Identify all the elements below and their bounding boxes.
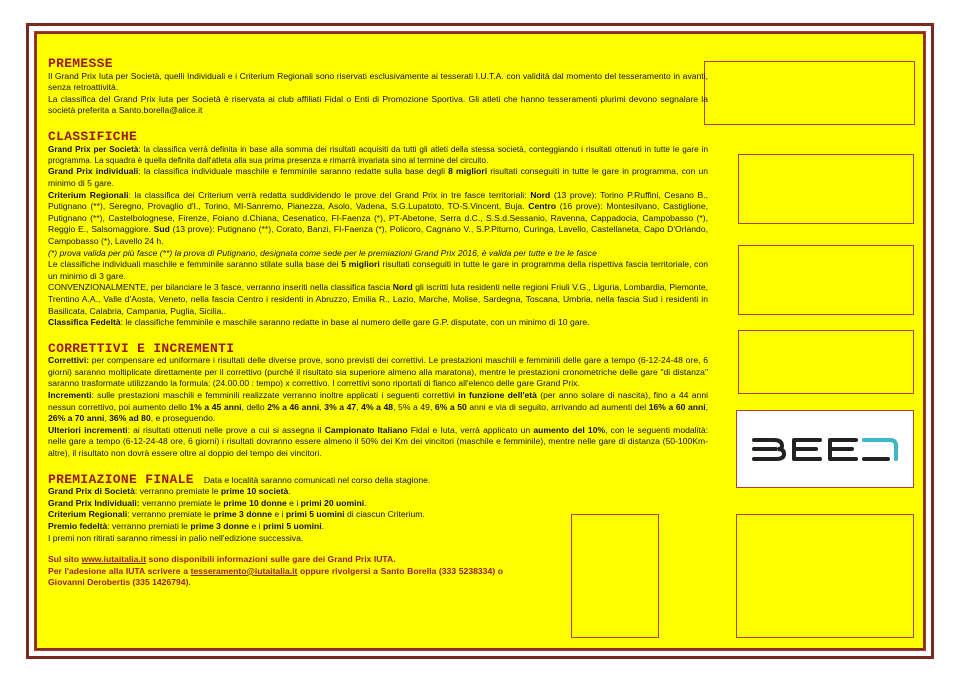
placeholder-box-2	[738, 154, 914, 224]
inc-text4: anni e via di seguito, arrivando ad aumenti del	[466, 401, 649, 412]
gp-ind-text2: risultati conseguiti in tutte le gare in programma, con un minimo di 5 gare.	[48, 166, 709, 188]
bee1-logo-icon	[750, 434, 900, 464]
placeholder-box-4	[738, 330, 914, 394]
convenzionalmente-paragraph	[48, 282, 708, 317]
fedelta-paragraph	[48, 317, 708, 329]
nord-text: (13 prove): Torino P.Ruffini, Cesano B., Putignano (**), Seregno, Provaglio d'I., Torino, MI-Sanremo, Pianezza, Asolo, Vadena, S.G.Lupatoto, TO-S.Vincent, Buja.	[48, 189, 708, 212]
prem-l1-text: : verranno premiate le	[134, 486, 221, 497]
crit-text2b: risultati conseguiti in tutte le gare in programma della rispettiva fascia territoriale, con un minimo di 3 gare.	[48, 259, 709, 281]
gp-societa-text: : la classifica verrà definita in base alla somma dei risultati acquisiti da tutti gli atleti della stessa società, conteggiando i risultati ottenuti in tutte le gare in programma. La squadra è quella definita dall'atleta alla sua prima presenza e rimarrà invariata sino al termine del circuito.	[48, 144, 709, 165]
fedelta-label: Classifica Fedeltà	[48, 317, 121, 328]
corr-label: Correttivi:	[48, 355, 90, 366]
footer-f1b: sono disponibili informazioni sulle gare dei Grand Prix IUTA.	[146, 554, 396, 565]
correttivi-paragraph	[48, 355, 708, 390]
ulteriori-paragraph	[48, 425, 708, 460]
footer-line-2	[48, 566, 503, 589]
prem-l2-bold1: prime 10 donne	[223, 497, 287, 508]
gp-ind-bold: 8 migliori	[448, 166, 488, 177]
correttivi-section	[48, 340, 709, 460]
prem-l2-text: verranno premiate le	[139, 497, 224, 508]
centro-label: Centro	[528, 201, 556, 212]
ult-text1: : ai risultati ottenuti nelle prove a cui si assegna il	[127, 424, 325, 435]
inc-v7: 16% a 60 anni	[648, 401, 706, 412]
ult-bold2: aumento del 10%	[533, 424, 606, 435]
nord-label: Nord	[530, 189, 551, 200]
main-text	[48, 58, 708, 589]
inc-bold1: in funzione dell'età	[458, 390, 537, 401]
inc-v9: 36% ad 80	[109, 413, 151, 424]
premiazione-header	[48, 471, 503, 487]
criterium-paragraph	[48, 190, 708, 248]
prem-l3-end: di ciascun Criterium.	[344, 509, 425, 520]
incrementi-paragraph: Incrementi: sulle prestazioni maschili e femminili realizzate verranno inoltre applicati i seguenti correttivi in funzione dell'età (per anno solare di nascita), fino a 44 anni nessun correttivo, poi aumento dello 1% a 45 anni, dello 2% a 46 anni, 3% a 47, 4% a 48, 5% a 49, 6% a 50 anni e via di seguito, arrivando ad aumenti del 16% a 60 anni, 26% a 70 anni, 36% ad 80, e proseguendo.	[48, 390, 709, 424]
prem-line-1: Grand Prix di Società: verranno premiate le prime 10 società.	[48, 486, 291, 497]
centro-text: (16 prove): Montesilvano, Castiglione, Putignano (**), Castelbolognese, Firenze, Foiano d.Chiana, Cesenatico, FI-Faenza (*), PT-Abetone, Serra d.C., S.S.d.Sessanio, Ravenna, Cappadocia, Campobasso (*), Reggio E., Salsomaggiore.	[48, 201, 708, 235]
ult-text2: Fidal e Iuta, verrà applicato un	[407, 424, 534, 435]
prem-l4-mid: e i	[249, 521, 263, 531]
footer-f2b: oppure rivolgersi a Santo Borella (333 5238334) o Giovanni Derobertis (335 1426794).	[48, 565, 503, 588]
prem-l3-bold2: primi 5 uomini	[285, 509, 345, 520]
prem-l4-bold1: prime 3 donne	[190, 521, 250, 531]
prem-l4-bold2: primi 5 uomini	[262, 521, 322, 531]
prem-l2-label: Grand Prix Individuali:	[48, 497, 140, 508]
sud-label: Sud	[153, 224, 170, 235]
ult-text3: , con le seguenti modalità: nelle gare a tempo (6-12-24-48 ore, 6 giorni) i risultati dovranno essere almeno il 50% dei Km dei vincitori (maschile e femminile), mentre nelle gare di distanza (50-100Km-altre), il risultato non dovrà essere oltre al doppio del tempo dei vincitori.	[48, 424, 709, 459]
gp-individuali-paragraph	[48, 166, 708, 189]
footer-info	[48, 554, 503, 589]
prem-l4-text: : verranno premiati le	[107, 521, 191, 531]
prem-l1-bold: prime 10 società	[220, 486, 289, 497]
gp-societa-label: Grand Prix per Società	[48, 144, 139, 154]
prem-l1-label: Grand Prix di Società	[48, 486, 135, 497]
placeholder-box-3	[738, 245, 914, 315]
crit-bold: 5 migliori	[341, 259, 380, 270]
gp-ind-label: Grand Prix individuali	[48, 166, 139, 177]
conv-nord: Nord	[392, 282, 413, 293]
ult-label: Ulteriori incrementi	[48, 424, 128, 435]
sponsor-logo-box	[736, 410, 914, 488]
premesse-heading: PREMESSE	[48, 56, 113, 71]
crit-label: Criterium Regionali	[48, 189, 129, 200]
criterium-paragraph-2	[48, 259, 708, 282]
gp-societa-paragraph	[48, 144, 708, 167]
inc-v1: 1% a 45 anni	[189, 401, 242, 412]
inc-v2: 2% a 46 anni	[267, 401, 320, 412]
prem-line-4: Premio fedeltà: verranno premiati le prime 3 donne e i primi 5 uomini.	[48, 521, 325, 531]
prem-line-5: I premi non ritirati saranno rimessi in palio nell'edizione successiva.	[48, 532, 304, 543]
inc-text2: (per anno solare di nascita), fino a 44 anni nessun correttivo, poi aumento dello	[48, 390, 709, 412]
prem-l3-label: Criterium Regionali	[48, 509, 128, 520]
prem-l3-text: : verranno premiate le	[127, 509, 214, 520]
inc-text5: , e proseguendo.	[150, 413, 216, 424]
prem-l4-label: Premio fedeltà	[48, 521, 108, 531]
crit-text2a: Le classifiche individuali maschile e femminile saranno stilate sulla base dei	[48, 259, 342, 270]
placeholder-box-6	[736, 514, 914, 638]
inc-v3: 3% a 47	[324, 401, 357, 412]
premiazione-heading: PREMIAZIONE FINALE	[48, 471, 194, 487]
inc-v6: 6% a 50	[434, 401, 467, 412]
placeholder-box-1	[704, 61, 915, 125]
prem-l3-bold1: prime 3 donne	[213, 509, 272, 520]
inc-v4: 4% a 48	[361, 401, 394, 412]
crit-text: : la classifica dei Criterium verrà redatta suddividendo le prove del Grand Prix in tre fasce territoriali:	[128, 189, 531, 200]
inc-v8: 26% a 70 anni	[48, 413, 105, 424]
inc-text3: , dello	[241, 401, 268, 412]
prem-line-3	[48, 509, 503, 521]
inc-text1: : sulle prestazioni maschili e femminili realizzate verranno inoltre applicati i seguenti correttivi	[91, 390, 459, 401]
conv-text1: CONVENZIONALMENTE, per bilanciare le 3 fasce, verranno inseriti nella classifica fascia	[48, 282, 393, 293]
premesse-p2: La classifica del Grand Prix Iuta per Società è riservata ai club affiliati Fidal o Enti di Promozione Sportiva. Gli atleti che hanno tesseramenti plurimi devono segnalare la società preferita a Santo.borella@alice.it	[48, 93, 708, 116]
sud-text: (13 prove): Putignano (**), Corato, Banzi, FI-Faenza (*), Policoro, Cagnano V., S.P.Piturno, Curinga, Lavello, Castellaneta, Capo D'Orlando, Campobasso (*), Lavello 24 h.	[48, 224, 708, 246]
inc-label: Incrementi	[48, 390, 92, 401]
footer-f1a: Sul sito	[48, 554, 82, 565]
correttivi-heading: CORRETTIVI E INCREMENTI	[48, 340, 235, 356]
premiazione-note: Data e località saranno comunicati nel corso della stagione.	[203, 474, 431, 485]
classifiche-heading: CLASSIFICHE	[48, 128, 138, 144]
prem-l2-bold2: primi 20 uomini	[300, 497, 365, 508]
gp-ind-text: : la classifica individuale maschile e femminile saranno redatte sulla base degli	[138, 166, 449, 177]
inc-v5: 5% a 49	[398, 401, 430, 412]
prem-l2-mid: e i	[286, 497, 301, 508]
conv-text2: gli iscritti Iuta residenti nelle regioni Friuli V.G., Liguria, Lombardia, Piemonte, Trentino A.A., Valle d'Aosta, Veneto, nella fascia Centro i residenti in Abruzzo, Emilia R., Lazio, Marche, Molise, Sardegna, Toscana, Umbria, nella fascia Sud i residenti in Basilicata, Calabria, Campania, Puglia, Sicilia..	[48, 282, 709, 316]
prem-line-2: Grand Prix Individuali: verranno premiate le prime 10 donne e i primi 20 uomini.	[48, 497, 367, 508]
website-link[interactable]: www.iutaitalia.it	[81, 554, 147, 565]
premiazione-section	[48, 471, 503, 589]
footer-f2a: Per l'adesione alla IUTA scrivere a	[48, 565, 191, 576]
premesse-p1: Il Grand Prix Iuta per Società, quelli Individuali e i Criterium Regionali sono riservati esclusivamente ai tesserati I.U.T.A. con validità dal momento del tesseramento in avanti, senza retroattività.	[48, 70, 708, 93]
footer-line-1	[48, 554, 503, 566]
criterium-note: (*) prova valida per più fasce (**) la prova di Putignano, designata come sede per le premiazioni Grand Prix 2016, è valida per tutte e tre le fasce	[48, 247, 597, 258]
prem-l3-mid: e i	[271, 509, 286, 520]
corr-text: per compensare ed uniformare i risultati delle diverse prove, sono previsti dei correttivi. Le prestazioni maschili e femminili delle gare a tempo (6-12-24-48 ore, 6 giorni) saranno moltiplicate direttamente per il correttivo (purché il risultato sia superiore almeno alla maratona), mentre le prestazioni cronometriche delle gare "di distanza" saranno trasformate utilizzando la formula: (24.00.00 : tempo) x correttivo. I correttivi sono riportati di fianco all'elenco delle gare Grand Prix.	[48, 355, 708, 389]
classifiche-section	[48, 128, 709, 329]
fedelta-text: : le classifiche femminile e maschile saranno redatte in base al numero delle gare G.P. disputate, con un minimo di 10 gare.	[120, 317, 590, 328]
email-link[interactable]: tesseramento@iutaitalia.it	[190, 565, 298, 576]
ult-bold1: Campionato Italiano	[324, 424, 408, 435]
